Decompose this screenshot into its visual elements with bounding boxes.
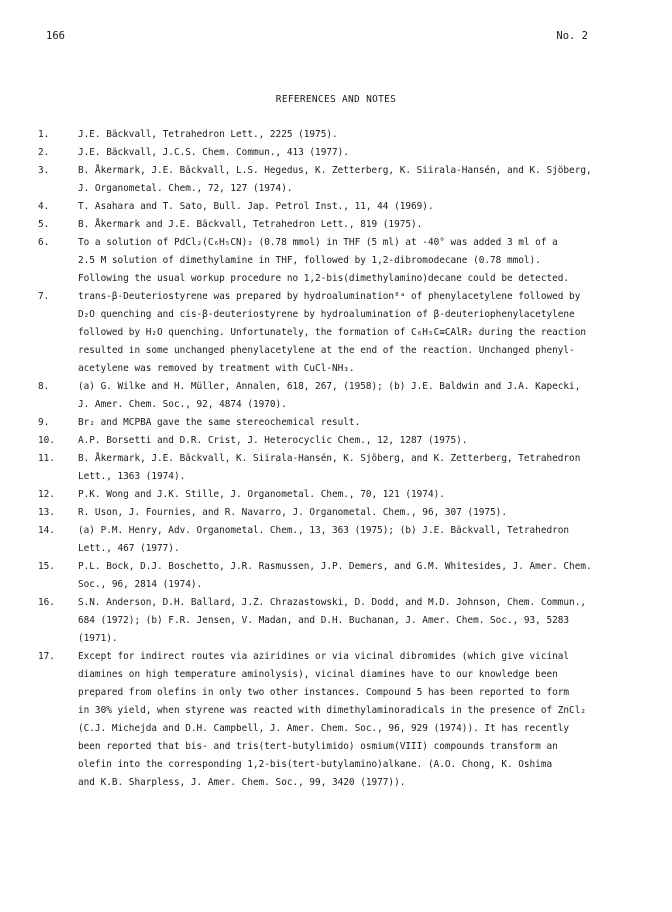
reference-number: 6. [38, 237, 50, 248]
reference-line: been reported that bis- and tris(tert-butylimido) osmium(VIII) compounds transform an [78, 741, 558, 752]
reference-line: A.P. Borsetti and D.R. Crist, J. Heterocyclic Chem., 12, 1287 (1975). [78, 435, 468, 446]
reference-line: 684 (1972); (b) F.R. Jensen, V. Madan, and D.H. Buchanan, J. Amer. Chem. Soc., 93, 5283 [78, 615, 570, 626]
reference-text [78, 522, 648, 558]
reference-text [78, 504, 648, 522]
reference-line: followed by H₂O quenching. Unfortunately, the formation of C₆H₅C≡CAlR₂ during the reaction [78, 327, 586, 338]
reference-line: Except for indirect routes via aziridines or via vicinal dibromides (which give vicinal [78, 651, 570, 662]
reference-line: B. Åkermark, J.E. Bäckvall, L.S. Hegedus, K. Zetterberg, K. Siirala-Hansén, and K. Sjöberg, [78, 165, 592, 176]
page-number: 166 [46, 30, 65, 42]
reference-line: B. Åkermark, J.E. Bäckvall, K. Siirala-Hansén, K. Sjöberg, and K. Zetterberg, Tetrahedron [78, 453, 581, 464]
reference-number: 11. [38, 453, 55, 464]
reference-item [38, 162, 648, 198]
reference-item [38, 486, 648, 504]
reference-text [78, 216, 648, 234]
reference-line: acetylene was removed by treatment with CuCl-NH₃. [78, 363, 355, 374]
reference-list [38, 126, 648, 792]
reference-item [38, 144, 648, 162]
reference-item [38, 288, 648, 378]
issue-number: No. 2 [556, 30, 588, 42]
reference-text [78, 450, 648, 486]
reference-item [38, 234, 648, 288]
reference-item [38, 378, 648, 414]
reference-text [78, 648, 648, 792]
reference-number: 13. [38, 507, 55, 518]
reference-text [78, 198, 648, 216]
reference-item [38, 594, 648, 648]
reference-line: diamines on high temperature aminolysis), vicinal diamines have to our knowledge been [78, 669, 558, 680]
reference-line: P.K. Wong and J.K. Stille, J. Organometal. Chem., 70, 121 (1974). [78, 489, 445, 500]
reference-line: Soc., 96, 2814 (1974). [78, 579, 203, 590]
reference-line: (C.J. Michejda and D.H. Campbell, J. Amer. Chem. Soc., 96, 929 (1974)). It has recently [78, 723, 570, 734]
reference-number: 15. [38, 561, 55, 572]
reference-item [38, 414, 648, 432]
reference-number: 2. [38, 147, 50, 158]
reference-line: Br₂ and MCPBA gave the same stereochemical result. [78, 417, 361, 428]
section-title: REFERENCES AND NOTES [275, 94, 397, 105]
reference-text [78, 558, 648, 594]
reference-text [78, 378, 648, 414]
reference-item [38, 198, 648, 216]
reference-number: 5. [38, 219, 50, 230]
reference-number: 14. [38, 525, 55, 536]
reference-line: J. Amer. Chem. Soc., 92, 4874 (1970). [78, 399, 287, 410]
reference-text [78, 234, 648, 288]
reference-item [38, 522, 648, 558]
reference-text [78, 432, 648, 450]
reference-line: T. Asahara and T. Sato, Bull. Jap. Petrol Inst., 11, 44 (1969). [78, 201, 434, 212]
reference-line: (a) G. Wilke and H. Müller, Annalen, 618, 267, (1958); (b) J.E. Baldwin and J.A. Kapecki, [78, 381, 581, 392]
reference-number: 16. [38, 597, 55, 608]
reference-line: (a) P.M. Henry, Adv. Organometal. Chem., 13, 363 (1975); (b) J.E. Bäckvall, Tetrahedron [78, 525, 570, 536]
reference-line: (1971). [78, 633, 118, 644]
reference-item [38, 504, 648, 522]
reference-line: resulted in some unchanged phenylacetylene at the end of the reaction. Unchanged phenyl- [78, 345, 575, 356]
reference-text [78, 162, 648, 198]
reference-line: Following the usual workup procedure no 1,2-bis(dimethylamino)decane could be detected. [78, 273, 570, 284]
reference-line: J.E. Bäckvall, J.C.S. Chem. Commun., 413 (1977). [78, 147, 349, 158]
reference-line: olefin into the corresponding 1,2-bis(tert-butylamino)alkane. (A.O. Chong, K. Oshima [78, 759, 553, 770]
reference-number: 4. [38, 201, 50, 212]
reference-number: 9. [38, 417, 50, 428]
reference-line: Lett., 1363 (1974). [78, 471, 186, 482]
reference-number: 17. [38, 651, 55, 662]
reference-item [38, 126, 648, 144]
reference-text [78, 594, 648, 648]
reference-text [78, 486, 648, 504]
reference-line: 2.5 M solution of dimethylamine in THF, followed by 1,2-dibromodecane (0.78 mmol). [78, 255, 541, 266]
reference-text [78, 144, 648, 162]
reference-item [38, 432, 648, 450]
reference-item [38, 216, 648, 234]
reference-number: 8. [38, 381, 50, 392]
reference-line: and K.B. Sharpless, J. Amer. Chem. Soc., 99, 3420 (1977)). [78, 777, 406, 788]
reference-item [38, 648, 648, 792]
reference-line: prepared from olefins in only two other instances. Compound 5 has been reported to form [78, 687, 570, 698]
reference-line: J.E. Bäckvall, Tetrahedron Lett., 2225 (1975). [78, 129, 338, 140]
reference-line: in 30% yield, when styrene was reacted with dimethylaminoradicals in the presence of ZnCl₂ [78, 705, 586, 716]
reference-text [78, 126, 648, 144]
reference-text [78, 414, 648, 432]
reference-line: J. Organometal. Chem., 72, 127 (1974). [78, 183, 293, 194]
reference-item [38, 558, 648, 594]
reference-number: 10. [38, 435, 55, 446]
reference-line: Lett., 467 (1977). [78, 543, 180, 554]
reference-text [78, 288, 648, 378]
reference-line: R. Uson, J. Fournies, and R. Navarro, J. Organometal. Chem., 96, 307 (1975). [78, 507, 507, 518]
reference-number: 1. [38, 129, 50, 140]
reference-line: trans-β-Deuteriostyrene was prepared by hydroalumination⁸ᵃ of phenylacetylene followed by [78, 291, 581, 302]
reference-number: 12. [38, 489, 55, 500]
reference-number: 3. [38, 165, 50, 176]
reference-line: P.L. Bock, D.J. Boschetto, J.R. Rasmussen, J.P. Demers, and G.M. Whitesides, J. Amer. Chem. [78, 561, 592, 572]
reference-line: To a solution of PdCl₂(C₆H₅CN)₂ (0.78 mmol) in THF (5 ml) at -40° was added 3 ml of a [78, 237, 558, 248]
reference-item [38, 450, 648, 486]
reference-line: S.N. Anderson, D.H. Ballard, J.Z. Chrazastowski, D. Dodd, and M.D. Johnson, Chem. Commun., [78, 597, 586, 608]
reference-number: 7. [38, 291, 50, 302]
reference-line: B. Åkermark and J.E. Bäckvall, Tetrahedron Lett., 819 (1975). [78, 219, 423, 230]
reference-line: D₂O quenching and cis-β-deuteriostyrene by hydroalumination of β-deuteriophenylacetylene [78, 309, 575, 320]
